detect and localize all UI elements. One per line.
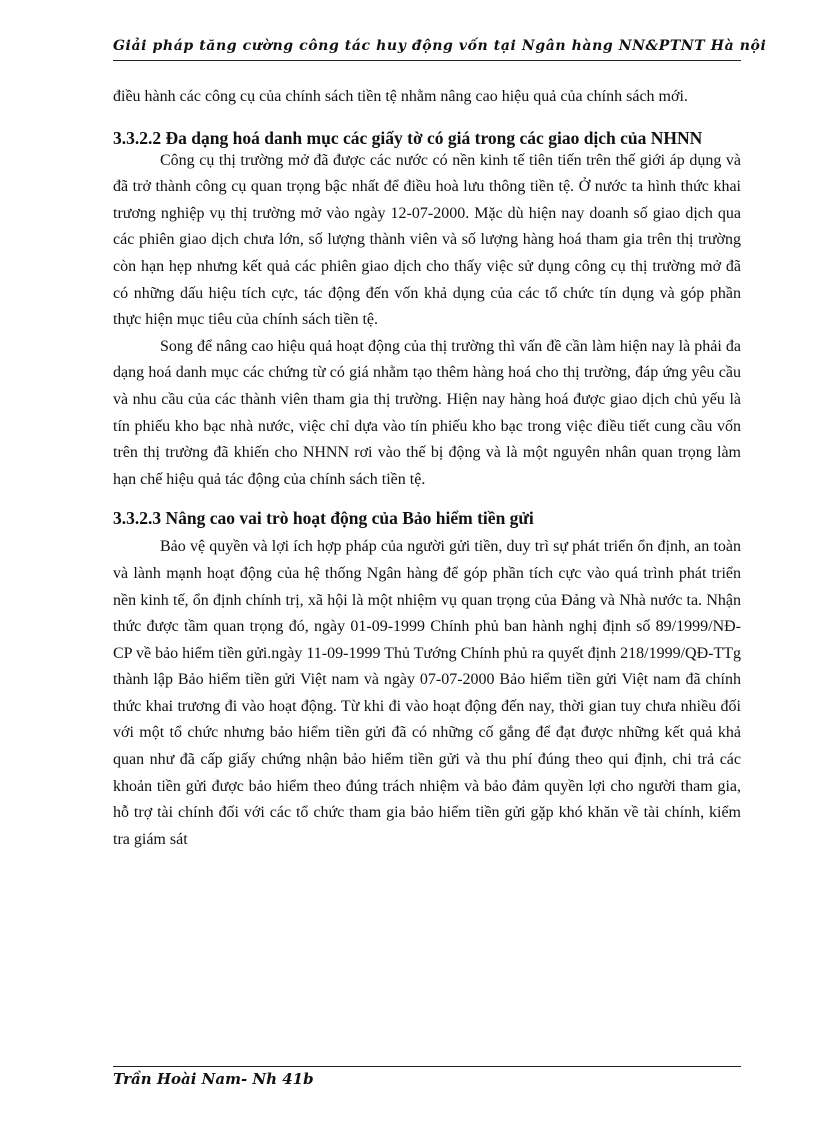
section-heading-3-3-2-3: 3.3.2.3 Nâng cao vai trò hoạt động của Bảo hiểm tiền gửi bbox=[113, 508, 534, 529]
page-body bbox=[113, 84, 741, 853]
section-heading-3-3-2-2: 3.3.2.2 Đa dạng hoá danh mục các giấy tờ có giá trong các giao dịch của NHNN bbox=[113, 127, 703, 148]
header-title: Giải pháp tăng cường công tác huy động vốn tại Ngân hàng NN&PTNT Hà nội bbox=[113, 38, 767, 54]
page-header bbox=[113, 34, 767, 61]
page-footer bbox=[113, 1068, 314, 1090]
footer-author: Trần Hoài Nam- Nh 41b bbox=[113, 1070, 314, 1088]
section2-paragraph-1: Bảo vệ quyền và lợi ích hợp pháp của người gửi tiền, duy trì sự phát triển ổn định, an toàn và lành mạnh hoạt động của hệ thống Ngân hàng để góp phần tích cực vào quá trình phát triển nền kinh tế, ổn định chính trị, xã hội là một nhiệm vụ quan trọng của Đảng và Nhà nước ta. Nhận thức được tầm quan trọng đó, ngày 01-09-1999 Chính phủ ban hành nghị định số 89/1999/NĐ-CP về bảo hiểm tiền gửi.ngày 11-09-1999 Thủ Tướng Chính phủ ra quyết định 218/1999/QĐ-TTg thành lập Bảo hiểm tiền gửi Việt nam và ngày 07-07-2000 Bảo hiểm tiền gửi Việt nam đã chính thức khai trương đi vào hoạt động. Từ khi đi vào hoạt động đến nay, thời gian tuy chưa nhiều đối với một tổ chức nhưng bảo hiểm tiền gửi đã có những cố gắng để đạt được những kết quả khả quan như đã cấp giấy chứng nhận bảo hiểm tiền gửi và thu phí đúng theo qui định, chi trả các khoản tiền gửi được bảo hiểm theo đúng trách nhiệm và bảo đảm quyền lợi cho người tham gia, hỗ trợ tài chính đối với các tổ chức tham gia bảo hiểm tiền gửi gặp khó khăn về tài chính, kiểm tra giám sát bbox=[113, 538, 741, 848]
section1-paragraph-2: Song để nâng cao hiệu quả hoạt động của thị trường thì vấn đề cần làm hiện nay là phải đa dạng hoá danh mục các chứng từ có giá nhằm tạo thêm hàng hoá cho thị trường, đáp ứng yêu cầu và nhu cầu của các thành viên tham gia thị trường. Hiện nay hàng hoá được giao dịch chủ yếu là tín phiếu kho bạc nhà nước, việc chỉ dựa vào tín phiếu kho bạc trong việc điều tiết cung cầu vốn trên thị trường đã khiến cho NHNN rơi vào thế bị động và là một nguyên nhân quan trọng làm hạn chế hiệu quả tác động của chính sách tiền tệ. bbox=[113, 337, 741, 488]
footer-divider bbox=[113, 1066, 741, 1067]
intro-paragraph: điều hành các công cụ của chính sách tiền tệ nhằm nâng cao hiệu quả của chính sách mới. bbox=[113, 88, 688, 105]
section1-paragraph-1: Công cụ thị trường mở đã được các nước có nền kinh tế tiên tiến trên thế giới áp dụng và đã trở thành công cụ quan trọng bậc nhất để điều hoà lưu thông tiền tệ. Ở nước ta hình thức khai trương nghiệp vụ thị trường mở vào ngày 12-07-2000. Mặc dù hiện nay doanh số giao dịch qua các phiên giao dịch chưa lớn, số lượng thành viên và số lượng hàng hoá tham gia trên thị trường còn hạn hẹp nhưng kết quả các phiên giao dịch cho thấy việc sử dụng công cụ thị trường mở đã có những dấu hiệu tích cực, tác động đến vốn khả dụng của các tổ chức tín dụng và góp phần thực hiện mục tiêu của chính sách tiền tệ. bbox=[113, 151, 741, 329]
